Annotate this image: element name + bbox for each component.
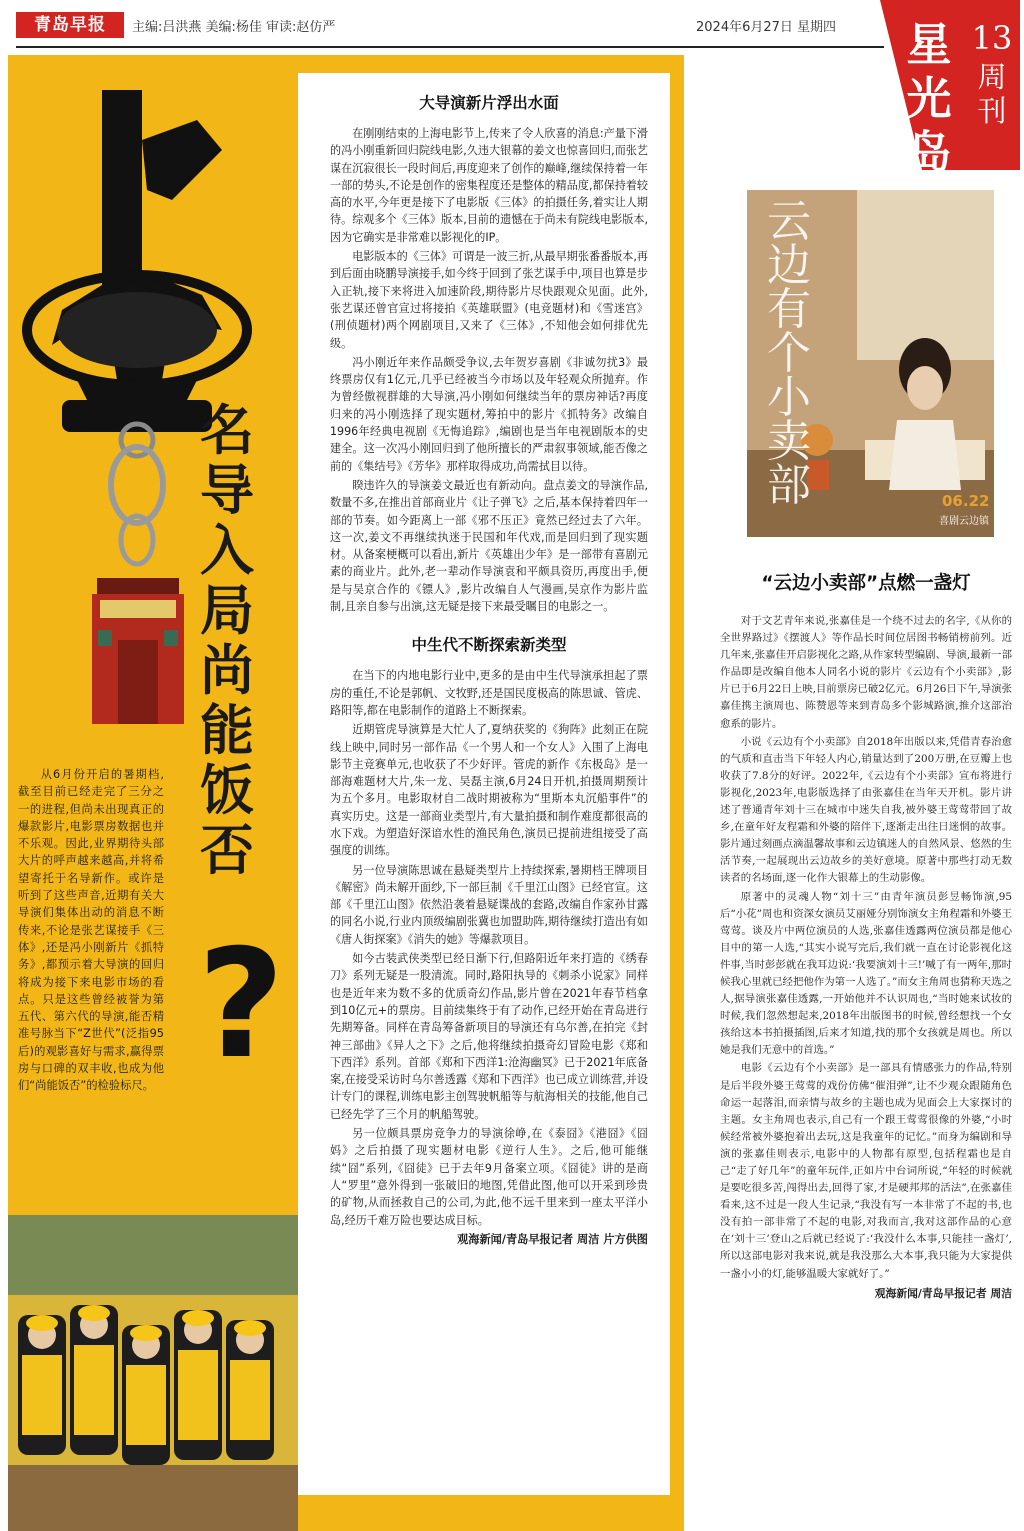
- section1-title: 大导演新片浮出水面: [419, 94, 559, 112]
- editor-credits: 主编:吕洪燕 美编:杨佳 审读:赵仿严: [132, 20, 336, 35]
- sidebar-paragraph: 电影《云边有个小卖部》是一部具有情感张力的作品,特别是后半段外婆王莺莺的戏份仿佛“催泪弹”,让不少观众跟随角色命运一起落泪,而亲情与故乡的主题也成为见面会上大家探讨的主题。女主角周也表示,自己有一个跟王莺莺很像的外婆,“小时候经常被外婆抱着出去玩,这是我童年的记忆。”而身为编剧和导演的张嘉佳则表示,电影中的人物都有原型,包括程霜也是自己“走了好几年”的童年玩伴,正如片中台词所说,“年轻的时候就是要吃很多苦,闯得出去,回得了家,才是硬邦邦的活法”,在张嘉佳看来,这不过是一段人生记录,“我没有写一本非常了不起的书,也没有拍一部非常了不起的电影,对我而言,我对这部作品的心意在‘刘十三’登山之后就已经说了:‘我没什么本事,只能挂一盏灯’,所以这部电影对我来说,就是我没那么大本事,我只能为大家提供一盏小小的灯,能够温暖大家就好了。”: [720, 1062, 1012, 1280]
- section2-title: 中生代不断探索新类型: [411, 636, 567, 655]
- sidebar-article: [720, 569, 1012, 1301]
- article-paragraph: 如今古装武侠类型已经日渐下行,但路阳近年来打造的《绣春刀》系列无疑是一股清流。同时,路阳执导的《刺杀小说家》同样也是近年来为数不多的优质奇幻作品,影片曾在2021年春节档拿到10亿元+的票房。目前续集终于有了动作,已经开始在青岛进行先期筹备。同样在青岛筹备新项目的导演还有乌尔善,在拍完《封神三部曲》《异人之下》之后,他将继续拍摄奇幻冒险电影《郑和下西洋》系列。首部《郑和下西洋1:沧海幽冥》已于2021年底备案,在接受采访时乌尔善透露《郑和下西洋》也已成立训练营,并设计专门的课程,训练电影主创驾驶帆船等与航海相关的技能,他自己已经先学了三个月的帆船驾驶。: [330, 952, 648, 1121]
- section-title: 星光岛: [906, 18, 952, 179]
- article-paragraph: 另一位颇具票房竞争力的导演徐峥,在《泰囧》《港囧》《囧妈》之后拍摄了现实题材电影《逆行人生》。之后,他可能继续“囧”系列,《囧徒》已于去年9月备案立项。《囧徒》讲的是商人“罗里”意外得到一张破旧的地图,凭借此图,他可以开采到珍贵的矿物,从而拯救自己的公司,为此,他不远千里来到一座太平洋小岛,经历千难万险也要达成目标。: [330, 1127, 648, 1227]
- section-type: 周刊: [977, 60, 1007, 128]
- issue-date: 2024年6月27日 星期四: [696, 20, 837, 35]
- poster-subtitle: 喜剧云边镇: [939, 516, 989, 527]
- article-paragraph: 睽违许久的导演姜文最近也有新动向。盘点姜文的导演作品,数量不多,在推出首部商业片《让子弹飞》之后,基本保持着四年一部的节奏。如今距离上一部《邪不压正》竟然已经过去了六年。这一次,姜文不再继续执迷于民国和年代戏,而是回归到了现实题材。从备案梗概可以看出,新片《英雄出少年》是一部带有喜剧元素的商业片。此外,老一辈动作导演袁和平颇具资历,再度出手,便是与吴京合作的《镖人》,影片改编自人气漫画,吴京作为影片监制,且亲自参与出演,这无疑是接下来最受瞩目的电影之一。: [330, 478, 648, 614]
- sidebar-paragraph: 对于文艺青年来说,张嘉佳是一个绕不过去的名字,《从你的全世界路过》《摆渡人》等作品长时间位居图书畅销榜前列。近几年来,张嘉佳开启影视化之路,从作家转型编剧、导演,最新一部作品即是改编自他本人同名小说的影片《云边有个小卖部》,影片已于6月22日上映,目前票房已破2亿元。6月26日下午,导演张嘉佳携主演周也、陈赞恩等来到青岛多个影城路演,推介这部治愈系的影片。: [720, 615, 1012, 730]
- article-paragraph: 在当下的内地电影行业中,更多的是由中生代导演承担起了票房的重任,不论是郭帆、文牧野,还是国民度极高的陈思诚、管虎、路阳等,都在电影制作的道路上不断探索。: [330, 669, 648, 717]
- page-number: 13: [971, 19, 1013, 57]
- page-number-block: [964, 20, 1020, 128]
- movie-still-photo: [8, 1215, 298, 1531]
- sidebar-title: “云边小卖部”点燃一盏灯: [761, 573, 971, 594]
- poster-date: 06.22: [942, 492, 990, 510]
- question-mark: ?: [197, 918, 285, 1092]
- article-paragraph: 电影版本的《三体》可谓是一波三折,从最早期张番番版本,再到后面由晓鹏导演接手,如今终于回到了张艺谋手中,项目也算是步入正轨,接下来将进入加速阶段,期待影片尽快跟观众见面。此外,张艺谋还曾官宣过将接拍《英雄联盟》(电竞题材)和《雪迷宫》(刑侦题材)两个网剧项目,又来了《三体》,不知他会如何排优先级。: [330, 250, 648, 350]
- sidebar-byline: 观海新闻/青岛早报记者 周洁: [874, 1286, 1012, 1300]
- sidebar-paragraph: 原著中的灵魂人物“刘十三”由青年演员彭昱畅饰演,95后“小花”周也和资深女演员艾丽娅分别饰演女主角程霜和外婆王莺莺。谈及片中两位演员的人选,张嘉佳透露两位演员都是他心目中的第一人选,“其实小说写完后,我们就一直在讨论影视化这件事,当时彭彭就在我耳边说:‘我要演刘十三!’喊了有一两年,那时候我心里就已经把他作为第一人选了。”而女主角周也猜称天选之人,据导演张嘉佳透露,一开始他并不认识周也,“当时她来试妆的时候,我们忽然想起来,2018年出版图书的时候,曾经想找一个女孩给这本书拍摄插图,后来才知道,找的那个女孩就是周也。所以她是我们无意中的首选。”: [720, 890, 1012, 1057]
- article-panel: [298, 73, 670, 1495]
- crowd-illustration: [8, 1215, 298, 1531]
- feature-intro: 从6月份开启的暑期档,截至目前已经走完了三分之一的进程,但尚未出现真正的爆款影片,电影票房数据也并不乐观。因此,业界期待头部大片的呼声越来越高,并将希望寄托于名导新作。或许是听到了这些声音,近期有关大导演们集体出动的消息不断传来,不论是张艺谋接手《三体》,还是冯小刚新片《抓特务》,都预示着大导演的回归将成为接下来电影市场的看点。只是这些曾经被誉为第五代、第六代的导演,能否精准号脉当下“Z世代”(泛指95后)的观影喜好与需求,赢得票房与口碑的双丰收,也成为他们“尚能饭否”的检验标尺。: [18, 768, 164, 1093]
- article-paragraph: 近期管虎导演算是大忙人了,夏纳获奖的《狗阵》此刻正在院线上映中,同时另一部作品《一个男人和一个女人》入围了上海电影节主竞赛单元,也收获了不少好评。管虎的新作《东极岛》是一部海难题材大片,朱一龙、吴磊主演,6月24日开机,拍摄周期预计为五个多月。电影取材自二战时期被称为“里斯本丸沉船事件”的真实历史。这是一部商业类型片,有大量拍摄和制作难度都很高的水下戏。为塑造好深谙水性的渔民角色,演员已提前进组接受了高强度的训练。: [330, 723, 648, 858]
- masthead: [8, 12, 878, 38]
- poster-title: 云边有个小卖部: [767, 196, 811, 511]
- article-paragraph: 冯小刚近年来作品颇受争议,去年贺岁喜剧《非诚勿扰3》最终票房仅有1亿元,几乎已经被当今市场以及年轻观众所抛弃。作为曾经傲视群雄的大导演,冯小刚如何继续当年的票房神话?再度归来的冯小刚选择了现实题材,筹拍中的影片《抓特务》改编自1996年经典电视剧《无悔追踪》,编剧也是当年电视剧版本的史建全。这一次冯小刚回归到了他所擅长的严肃叙事领域,能否像之前的《集结号》《芳华》那样取得成功,尚需拭目以待。: [330, 355, 648, 473]
- sidebar-paragraph: 小说《云边有个小卖部》自2018年出版以来,凭借青春治愈的气质和直击当下年轻人内心,销量达到了200万册,在豆瓣上也收获了7.8分的好评。2022年,《云边有个小卖部》宣布将进行影视化,2023年,电影版选择了由张嘉佳在当年天开机。影片讲述了普通青年刘十三在城市中迷失自我,被外婆王莺莺带回了故乡,在童年好友程霜和外婆的陪伴下,逐渐走出往日迷惘的故事。影片通过刻画点滴温馨故事和云边镇迷人的自然风景、悠然的生活节奏,一起展现出云边故乡的美好意境。原著中那些打动无数读者的名场面,逐一化作大银幕上的生动影像。: [720, 735, 1012, 885]
- article-paragraph: 在刚刚结束的上海电影节上,传来了令人欣喜的消息:产量下滑的冯小刚重新回归院线电影,久违大银幕的姜文也惊喜回归,而张艺谋在沉寂很长一段时间后,再度迎来了创作的巅峰,继续保持着一年一部的势头,不论是创作的密集程度还是整体的精品度,都保持着较高的水平,今年更是接下了电影版《三体》的拍摄任务,着实让人期待。综观多个《三体》版本,目前的遗憾在于尚未有院线电影版本,因为它确实是非常难以影视化的IP。: [330, 127, 648, 244]
- newspaper-logo: 青岛早报: [16, 12, 124, 38]
- article-paragraph: 另一位导演陈思诚在悬疑类型片上持续探索,暑期档王牌项目《解密》尚未解开面纱,下一部巨制《千里江山图》已经官宣。这部《千里江山图》依然沿袭着悬疑谍战的套路,改编自作家孙甘露的同名小说,行业内顶级编剧张冀也加盟助阵,期待继续打造出有如《唐人街探案》《消失的她》等爆款项目。: [330, 863, 648, 946]
- article-byline: 观海新闻/青岛早报记者 周洁 片方供图: [457, 1232, 648, 1246]
- masthead-rule: [16, 46, 884, 48]
- feature-headline: 名导入局 尚能饭否: [200, 398, 254, 882]
- movie-poster: [747, 190, 994, 537]
